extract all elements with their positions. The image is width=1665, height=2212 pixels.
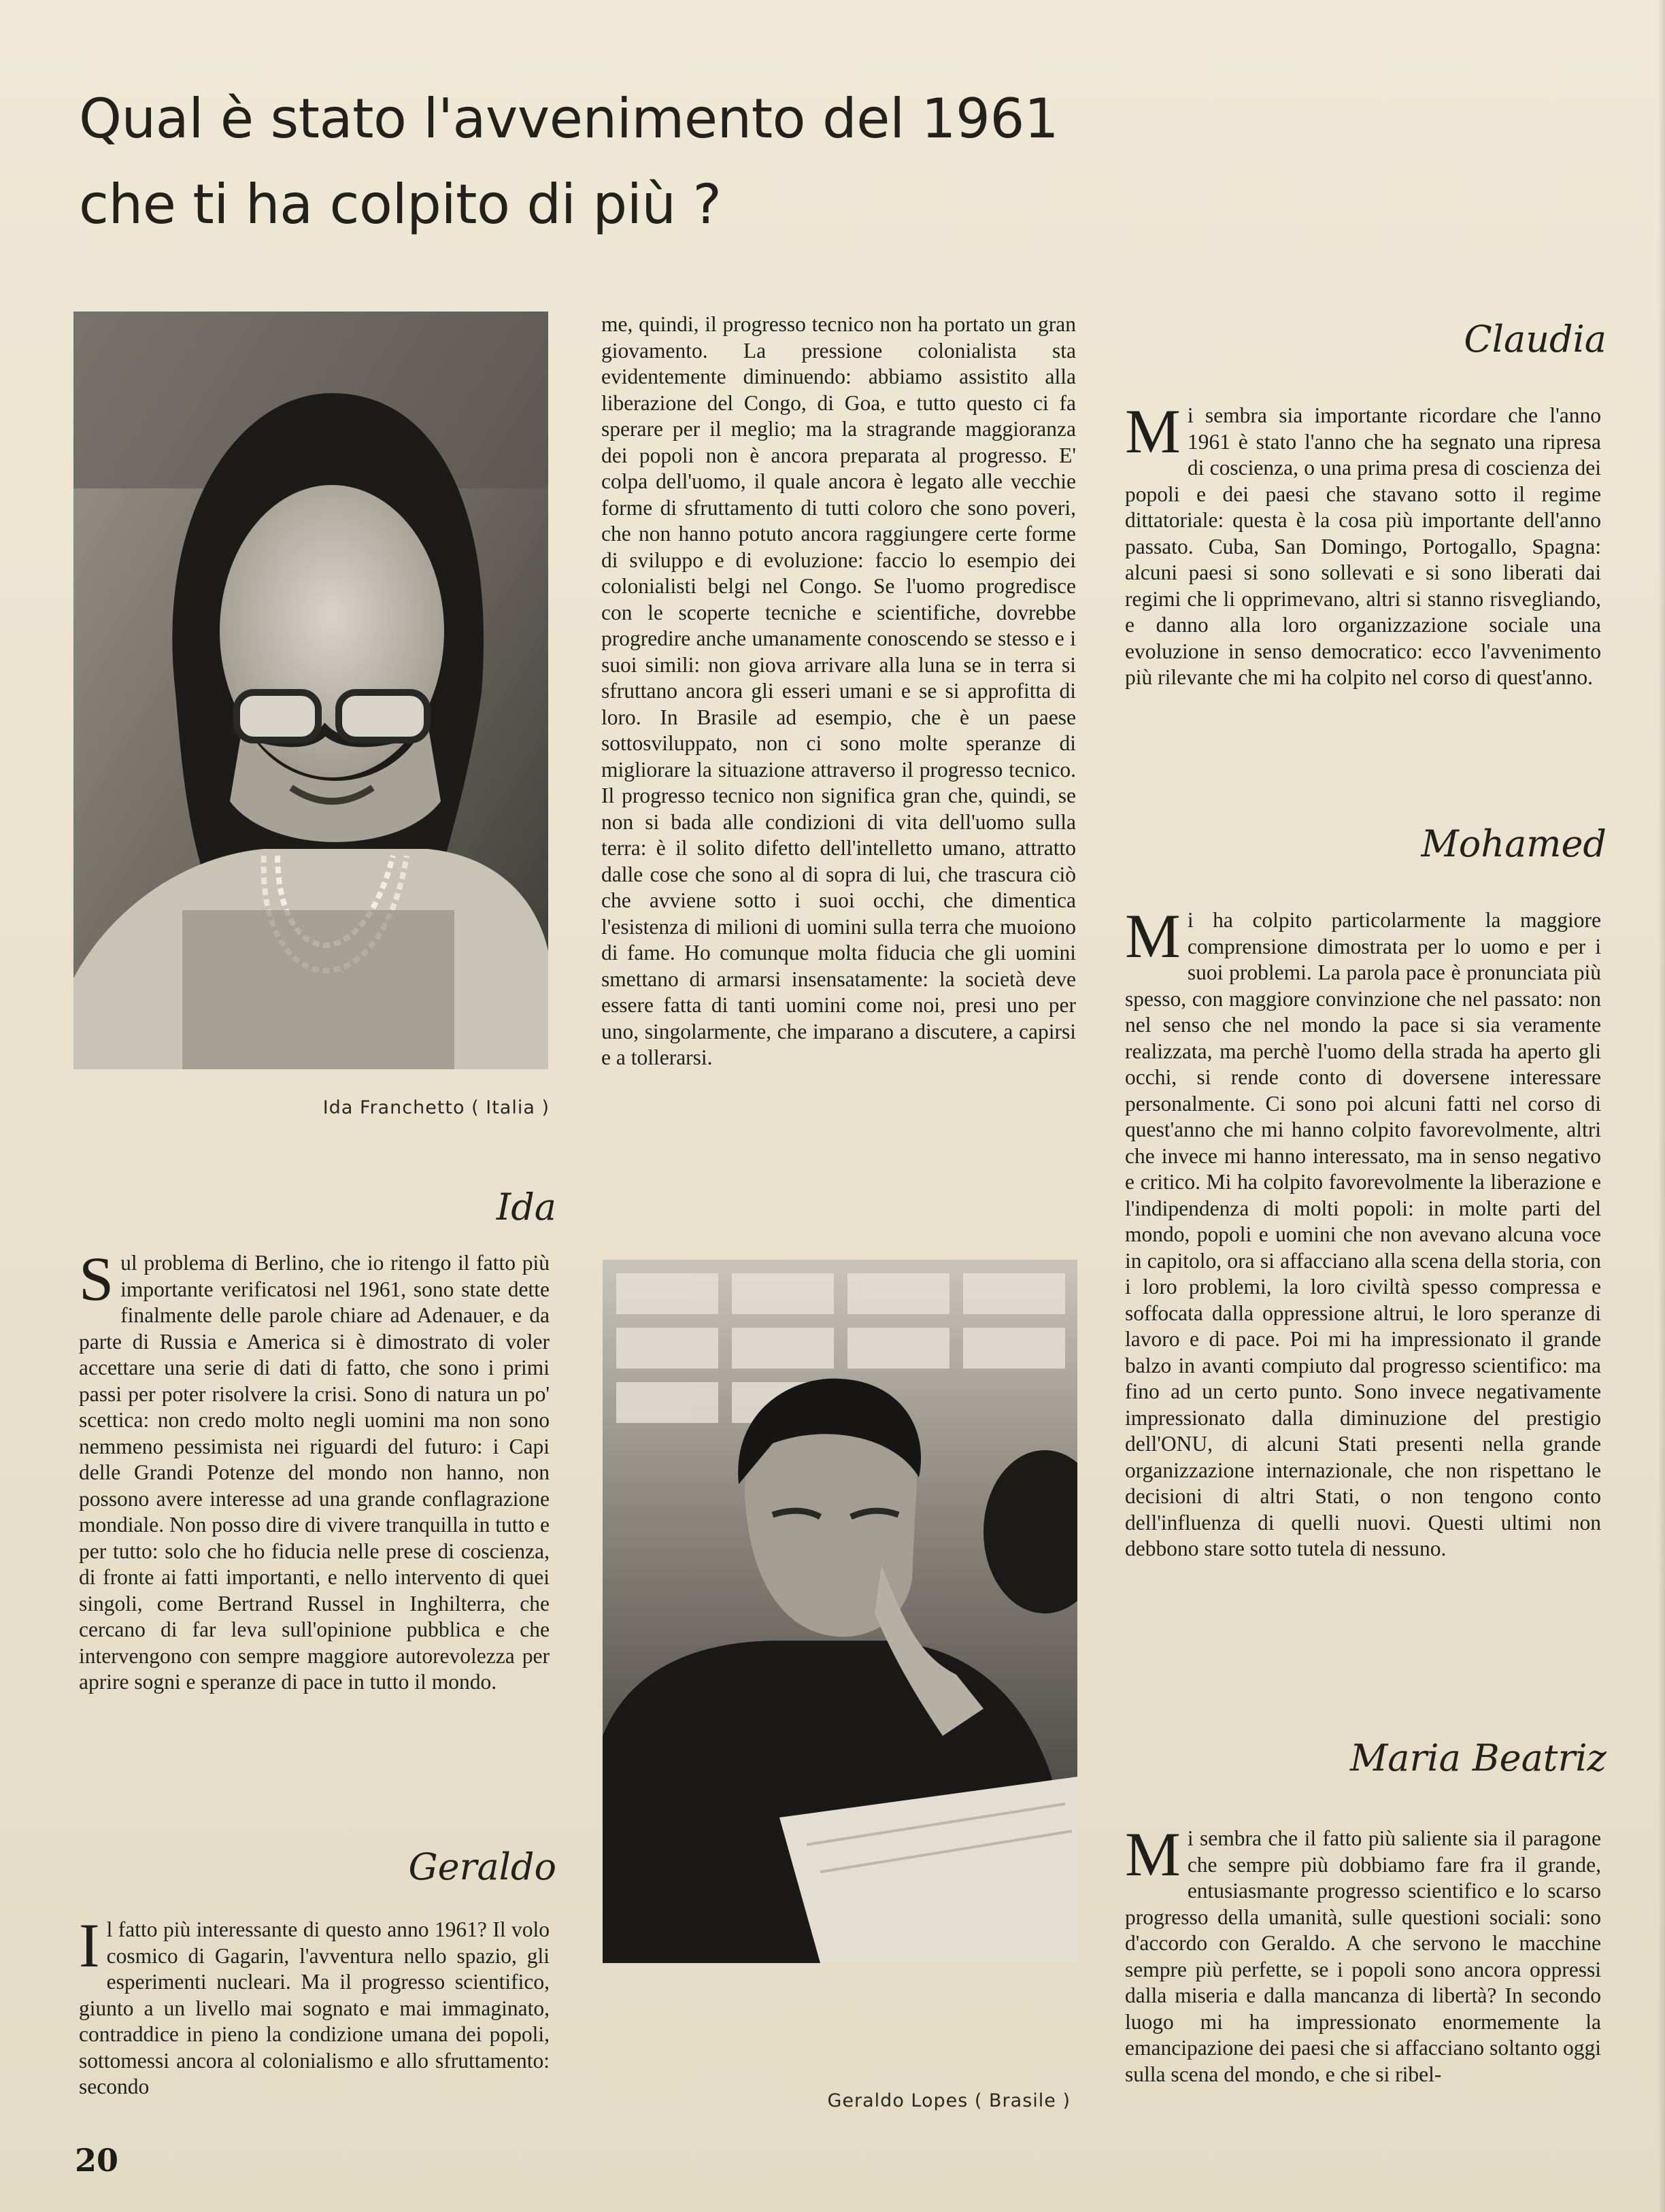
maria-beatriz-answer — [1125, 1820, 1601, 2088]
mohamed-answer — [1125, 901, 1601, 1562]
name-maria-beatriz: Maria Beatriz — [1350, 1737, 1607, 1779]
article-title — [79, 76, 1235, 248]
title-line-1: Qual è stato l'avvenimento del 1961 — [79, 87, 1059, 150]
page-edge-shadow — [1658, 0, 1665, 2212]
ida-photo-caption: Ida Franchetto ( Italia ) — [322, 1097, 550, 1118]
ida-photo — [73, 312, 548, 1069]
mohamed-answer-text: i ha colpito particolarmente la maggiore comprensione dimostrata per lo uomo e per i suoi problemi. La parola pace è pronunciata più spesso, con maggiore convinzione che nel passato: non nel senso che nel mondo la pace si sia veramente realizzata, ma perchè l'uomo della strada ha aperto gli occhi, si rende conto di doversene interessare personalmente. Ci sono poi alcuni fatti nel corso di quest'anno che mi hanno colpito favorevolmente, altri che invece mi hanno interessato, ma in senso negativo e critico. Mi ha colpito favorevolmente la liberazione e l'indipendenza di molti popoli: in molte parti del mondo, popoli e uomini che non avevano alcuna voce in capitolo, ora si affacciano alla scena della storia, con i loro problemi, la loro civiltà spesso compressa e soffocata dalla oppressione altrui, le loro speranze di lavoro e di pace. Poi mi ha impressionato il grande balzo in avanti compiuto dal progresso scientifico: ma fino ad un certo punto. Sono invece negativamente impressionato dalla diminuzione del prestigio dell'ONU, di alcuni Stati presenti nella grande organizzazione internazionale, che non rispettano le decisioni di altri Stati, o non tengono conto dell'influenza di quelli nuovi. Questi ultimi non debbono stare sotto tutela di nessuno. — [1125, 908, 1601, 1560]
dropcap-ida: S — [79, 1244, 114, 1313]
title-line-2: che ti ha colpito di più ? — [79, 173, 722, 236]
ida-answer-text: ul problema di Berlino, che io ritengo il fatto più importante verificatosi nel 1961, sono state dette finalmente delle parole chiare ad Adenauer, e da parte di Russia e America si è dimostrato di voler accettare una serie di dati di fatto, che sono i primi passi per poter risolvere la crisi. Sono di natura un po' scettica: non credo molto negli uomini ma non sono nemmeno pessimista nei riguardi del futuro: i Capi delle Grandi Potenze del mondo non hanno, non possono avere interesse ad una grande conflagrazione mondiale. Non posso dire di vivere tranquilla in tutto e per tutto: solo che ho fiducia nelle prese di coscienza, di fronte ai fatti importanti, e nello intervento di quei singoli, come Bertrand Russel in Inghilterra, che cercano di far leva sull'opinione pubblica e che intervengono con sempre maggiore autorevolezza per aprire sogni e speranze di pace in tutto il mondo. — [79, 1251, 550, 1694]
geraldo-photo — [603, 1260, 1077, 1963]
dropcap-maria-beatriz: M — [1125, 1820, 1181, 1889]
dropcap-claudia: M — [1125, 397, 1181, 466]
geraldo-photo-caption: Geraldo Lopes ( Brasile ) — [827, 2090, 1071, 2111]
page-number: 20 — [75, 2142, 119, 2179]
name-claudia: Claudia — [1464, 318, 1607, 361]
name-ida: Ida — [496, 1186, 556, 1228]
name-mohamed: Mohamed — [1421, 822, 1607, 865]
name-geraldo: Geraldo — [408, 1845, 556, 1888]
geraldo-answer — [79, 1911, 550, 2100]
dropcap-geraldo: I — [79, 1911, 100, 1980]
claudia-answer — [1125, 397, 1601, 691]
claudia-answer-text: i sembra sia importante ricordare che l'anno 1961 è stato l'anno che ha segnato una ripresa di coscienza, o una prima presa di coscienza dei popoli e dei paesi che stavano sotto il regime dittatoriale: questa è la cosa più importante dell'anno passato. Cuba, San Domingo, Portogallo, Spagna: alcuni paesi si sono sollevati e si sono liberati dai regimi che li opprimevano, altri si stanno risvegliando, e danno alla loro organizzazione sociale una evoluzione in senso democratico: ecco l'avvenimento più rilevante che mi ha colpito nel corso di quest'anno. — [1125, 403, 1601, 689]
ida-answer — [79, 1244, 550, 1696]
maria-beatriz-answer-text: i sembra che il fatto più saliente sia il paragone che sempre più dobbiamo fare fra il grande, entusiasmante progresso scientifico e lo scarso progresso della umanità, sulle questioni sociali: sono d'accordo con Geraldo. A che servono le macchine sempre più perfette, se i popoli sono ancora oppressi dalla miseria e dalla mancanza di libertà? In secondo luogo mi ha impressionato enormemente la emancipazione dei paesi che si affacciano soltanto oggi sulla scena del mondo, e che si ribel- — [1125, 1826, 1601, 2086]
geraldo-answer-text: l fatto più interessante di questo anno 1961? Il volo cosmico di Gagarin, l'avventura nello spazio, gli esperimenti nucleari. Ma il progresso scientifico, giunto a un livello mai sognato e mai immaginato, contraddice in pieno la condizione umana dei popoli, sottomessi ancora al colonialismo e allo sfruttamento: secondo — [79, 1917, 550, 2098]
dropcap-mohamed: M — [1125, 901, 1181, 971]
geraldo-answer-continued: me, quindi, il progresso tecnico non ha portato un gran giovamento. La pressione colonialista sta evidentemente diminuendo: abbiamo assistito alla liberazione del Congo, di Goa, e tutto questo ci fa sperare per il meglio; ma la stragrande maggioranza dei popoli non è ancora preparata al progresso. E' colpa dell'uomo, il quale ancora è legato alle vecchie forme di sfruttamento di tutti coloro che sono poveri, che non hanno potuto ancora raggiungere certe forme di sviluppo e di evoluzione: faccio lo esempio dei colonialisti belgi nel Congo. Se l'uomo progredisce con le scoperte tecniche e scientifiche, dovrebbe progredire anche umanamente conoscendo se stesso e i suoi simili: non giova arrivare alla luna se in terra si sfruttano ancora gli esseri umani e se si approfitta di loro. In Brasile ad esempio, che è un paese sottosviluppato, non ci sono molte speranze di migliorare la situazione attraverso il progresso tecnico. Il progresso tecnico non significa gran che, quindi, se non si bada alle condizioni di vita dell'uomo sulla terra: è il solito difetto dell'intelletto umano, attratto dalle cose che sono al di sopra di lui, che trascura ciò che avviene sotto i suoi occhi, che dimentica l'esistenza di milioni di uomini sulla terra che muoiono di fame. Ho comunque molta fiducia che gli uomini smettano di armarsi insensatamente: la società deve essere fatta di tanti uomini come noi, presi uno per uno, singolarmente, che imparano a discutere, a capirsi e a tollerarsi. — [601, 312, 1076, 1069]
